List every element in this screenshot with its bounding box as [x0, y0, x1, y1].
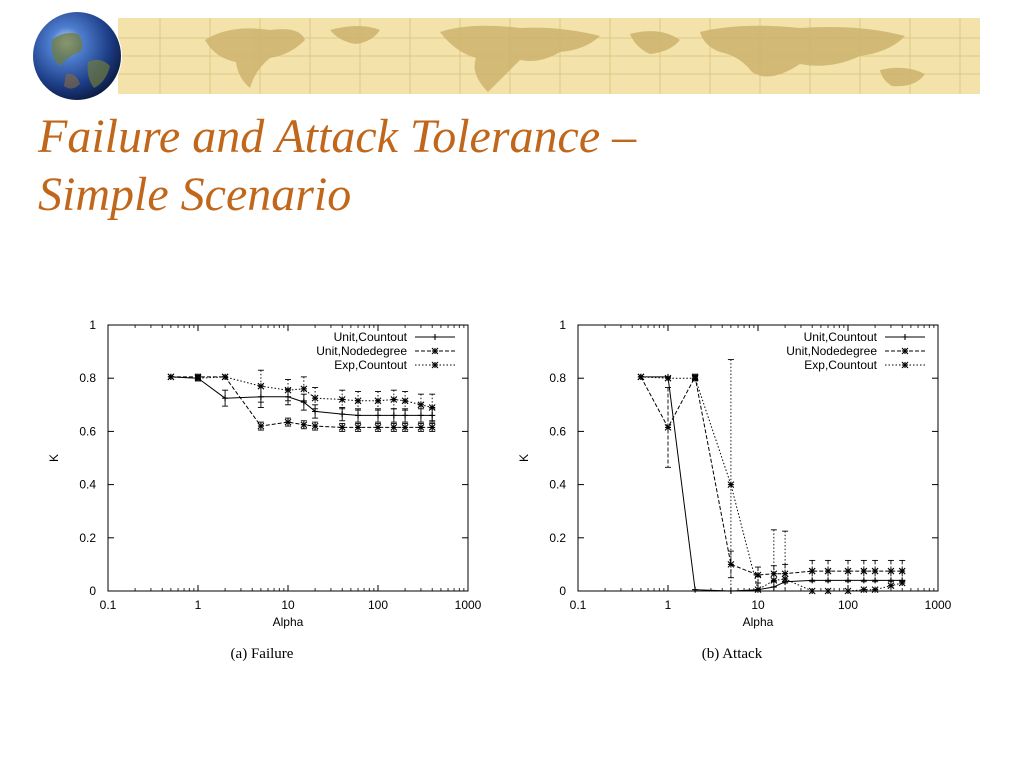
legend-label: Exp,Countout	[804, 358, 877, 372]
data-point	[692, 587, 698, 593]
data-point	[391, 424, 397, 430]
x-axis-label: Alpha	[272, 615, 304, 629]
data-point	[258, 423, 264, 429]
legend-label: Exp,Countout	[334, 358, 407, 372]
legend-marker	[432, 348, 438, 354]
data-point	[195, 375, 201, 381]
y-tick-label: 0.8	[549, 371, 566, 386]
caption-attack: (b) Attack	[701, 646, 763, 662]
legend-marker	[902, 362, 908, 368]
data-point	[782, 576, 788, 582]
data-point	[168, 374, 174, 380]
data-point	[312, 395, 318, 401]
y-tick-label: 0.6	[79, 424, 96, 439]
x-tick-label: 1	[664, 598, 672, 612]
data-point	[418, 402, 424, 408]
data-point	[845, 588, 851, 594]
y-tick-label: 0.4	[549, 477, 566, 492]
y-tick-label: 0	[89, 584, 96, 598]
y-tick-label: 0.2	[79, 530, 96, 545]
title-line-2: Simple Scenario	[38, 168, 352, 221]
y-tick-label: 0.4	[79, 477, 96, 492]
y-tick-label: 0	[559, 584, 566, 598]
data-point	[755, 587, 761, 593]
data-point	[665, 424, 671, 430]
data-point	[301, 386, 307, 392]
data-point	[825, 588, 831, 594]
y-tick-label: 1	[89, 318, 96, 332]
x-tick-label: 0.1	[99, 598, 117, 612]
data-point	[339, 411, 345, 417]
data-point	[899, 580, 905, 586]
series-line	[641, 377, 902, 591]
caption-failure: (a) Failure	[230, 646, 294, 662]
series-0	[638, 374, 905, 594]
legend-marker	[432, 362, 438, 368]
data-point	[809, 588, 815, 594]
data-point	[355, 412, 361, 418]
y-tick-label: 0.6	[549, 424, 566, 439]
data-point	[692, 375, 698, 381]
legend	[786, 330, 925, 372]
data-point	[888, 568, 894, 574]
error-bar	[728, 360, 734, 591]
plot-frame	[578, 325, 938, 591]
failure-chart	[40, 310, 510, 640]
series-line	[171, 377, 432, 408]
data-point	[312, 423, 318, 429]
data-point	[391, 396, 397, 402]
data-point	[375, 412, 381, 418]
legend-marker	[902, 348, 908, 354]
data-point	[339, 424, 345, 430]
data-point	[418, 424, 424, 430]
x-tick-label: 100	[367, 598, 389, 612]
data-point	[429, 404, 435, 410]
slide-title	[38, 108, 636, 224]
legend-label: Unit,Nodedegree	[786, 344, 877, 358]
series-2	[638, 360, 905, 594]
data-point	[285, 419, 291, 425]
data-point	[728, 482, 734, 488]
y-axis-label: K	[517, 453, 531, 463]
globe-icon	[32, 11, 122, 101]
y-tick-label: 1	[559, 318, 566, 332]
data-point	[222, 374, 228, 380]
data-point	[825, 568, 831, 574]
series-line	[171, 377, 432, 416]
legend-marker	[902, 334, 908, 340]
data-point	[258, 383, 264, 389]
data-point	[402, 424, 408, 430]
legend	[316, 330, 455, 372]
x-tick-label: 1	[194, 598, 202, 612]
legend-label: Unit,Countout	[803, 330, 877, 344]
data-point	[355, 424, 361, 430]
data-point	[391, 412, 397, 418]
data-point	[899, 568, 905, 574]
legend-label: Unit,Nodedegree	[316, 344, 407, 358]
x-axis-label: Alpha	[742, 615, 774, 629]
data-point	[355, 398, 361, 404]
series-line	[641, 377, 902, 591]
x-tick-label: 100	[837, 598, 859, 612]
data-point	[771, 577, 777, 583]
y-axis-label: K	[47, 453, 61, 463]
data-point	[429, 424, 435, 430]
data-point	[809, 568, 815, 574]
data-point	[888, 583, 894, 589]
y-tick-label: 0.8	[79, 371, 96, 386]
attack-chart	[510, 310, 980, 640]
series-line	[641, 377, 902, 575]
x-tick-label: 10	[281, 598, 295, 612]
x-tick-label: 0.1	[569, 598, 587, 612]
data-point	[861, 587, 867, 593]
x-tick-label: 10	[751, 598, 765, 612]
title-line-1: Failure and Attack Tolerance –	[38, 110, 637, 163]
data-point	[375, 424, 381, 430]
data-point	[872, 568, 878, 574]
y-tick-label: 0.2	[549, 530, 566, 545]
series-1	[638, 374, 905, 583]
data-point	[375, 398, 381, 404]
plot-frame	[108, 325, 468, 591]
data-point	[285, 387, 291, 393]
data-point	[301, 422, 307, 428]
data-point	[402, 412, 408, 418]
data-point	[861, 568, 867, 574]
data-point	[638, 374, 644, 380]
x-tick-label: 1000	[924, 598, 952, 612]
data-point	[872, 587, 878, 593]
data-point	[339, 396, 345, 402]
world-map-banner	[0, 0, 1024, 110]
legend-marker	[432, 334, 438, 340]
legend-label: Unit,Countout	[333, 330, 407, 344]
data-point	[402, 398, 408, 404]
x-tick-label: 1000	[454, 598, 482, 612]
data-point	[665, 375, 671, 381]
series-2	[168, 370, 435, 421]
data-point	[845, 568, 851, 574]
